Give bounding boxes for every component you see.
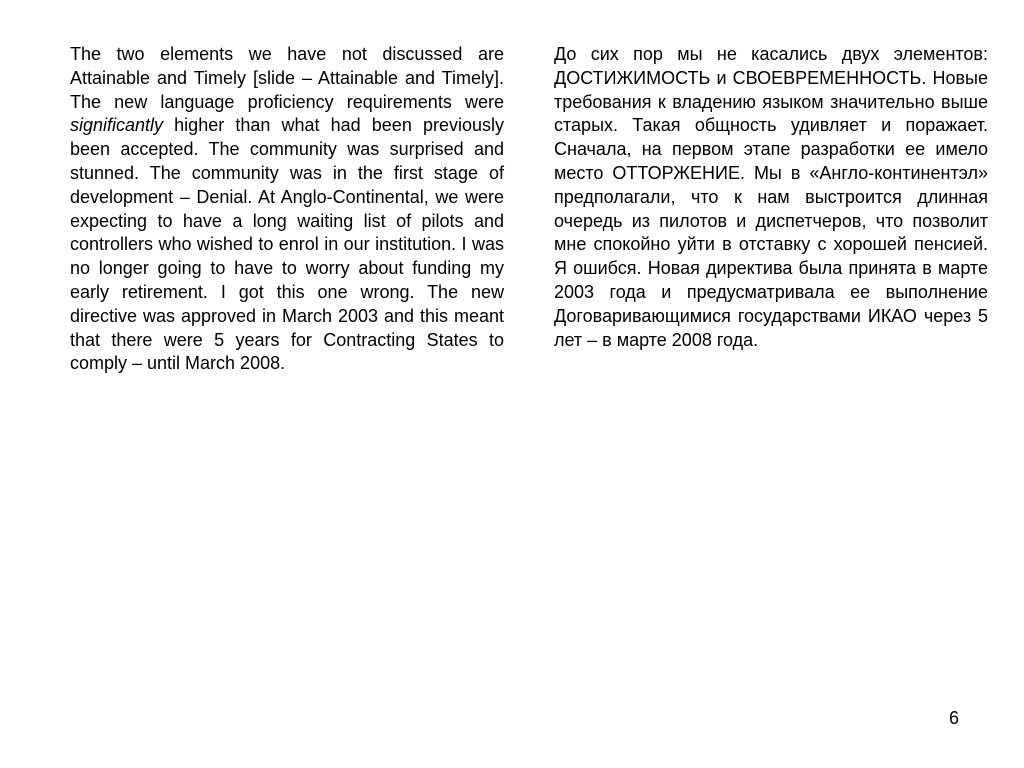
english-paragraph: [70, 43, 504, 376]
russian-paragraph: До сих пор мы не касались двух элементов: ДОСТИЖИМОСТЬ и СВОЕВРЕМЕННОСТЬ. Новые требования к владению языком значительно выше старых. Такая общность удивляет и поражает. Сначала, на первом этапе разработки ее имело место ОТТОРЖЕНИЕ. Мы в «Англо-континентэл» предполагали, что к нам выстроится длинная очередь из пилотов и диспетчеров, что позволит мне спокойно уйти в отставку с хорошей пенсией. Я ошибся. Новая директива была принята в марте 2003 года и предусматривала ее выполнение Договаривающимися государствами ИКАО через 5 лет – в марте 2008 года.: [554, 44, 988, 350]
english-emphasis: significantly: [70, 115, 164, 136]
russian-column: [554, 43, 988, 352]
page-number: 6: [949, 708, 960, 728]
english-text-after-emphasis: higher than what had been previously been accepted. The community was surprised and stunned. The community was in the first stage of development – Denial. At Anglo-Continental, we were expecting to have a long waiting list of pilots and controllers who wished to enrol in our institution. I was no longer going to have to worry about funding my early retirement. I got this one wrong. The new directive was approved in March 2003 and this meant that there were 5 years for Contracting States to comply – until March 2008.: [70, 115, 504, 374]
english-column: [70, 43, 504, 376]
english-text-before-emphasis: The two elements we have not discussed are Attainable and Timely [slide – Attainable and Timely]. The new language proficiency requirements were: [70, 44, 504, 112]
